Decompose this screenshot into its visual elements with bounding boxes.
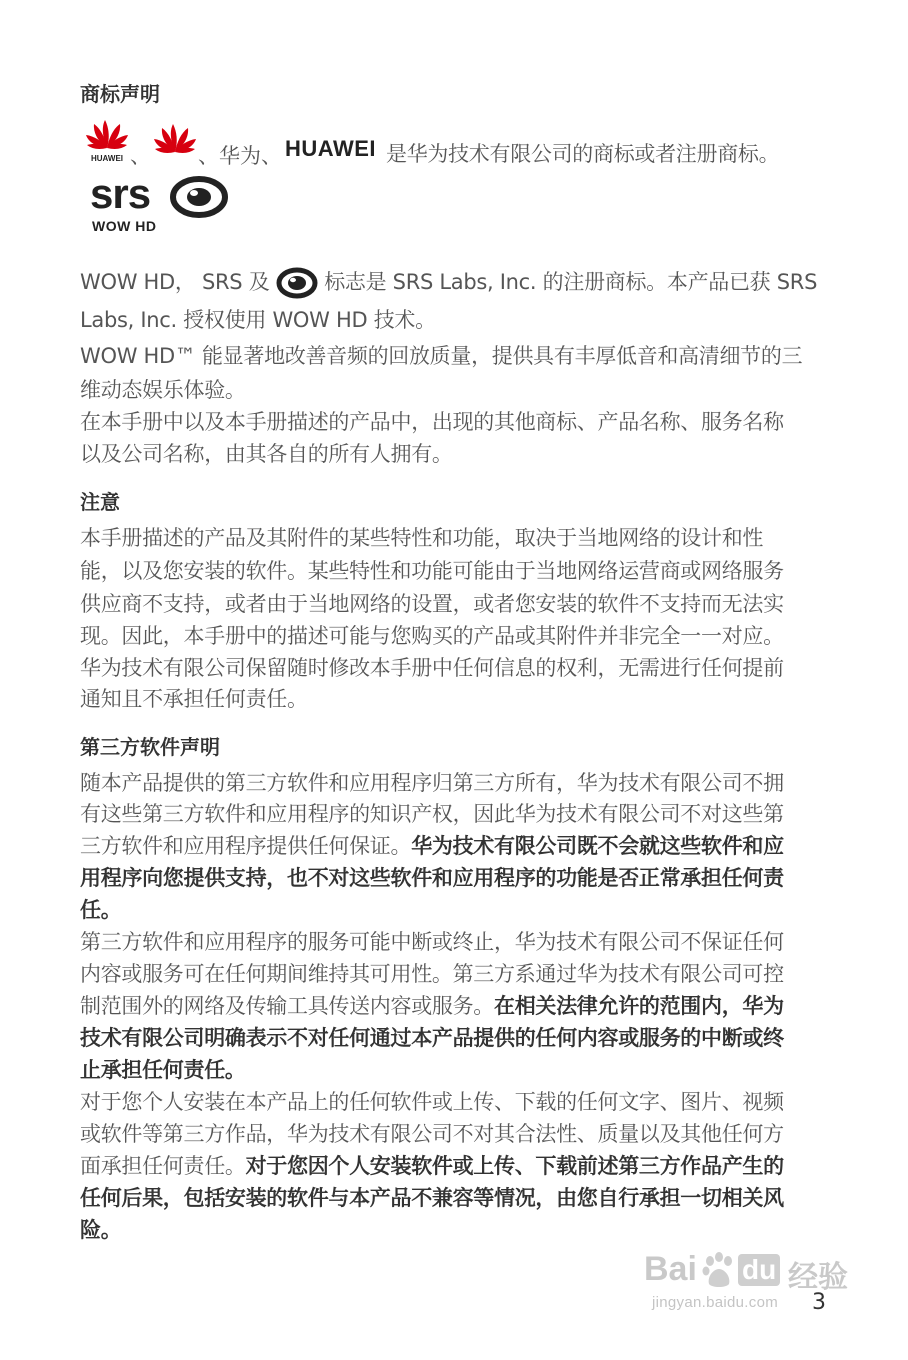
- third-party-line: 对于您个人安装在本产品上的任何软件或上传、下载的任何文字、图片、视频: [80, 1090, 784, 1114]
- notice-line: 现。因此，本手册中的描述可能与您购买的产品或其附件并非完全一一对应。: [80, 624, 784, 648]
- third-party-line: 第三方软件和应用程序的服务可能中断或终止，华为技术有限公司不保证任何: [80, 930, 784, 954]
- trademark-paragraph-2: 维动态娱乐体验。: [80, 378, 246, 402]
- huawei-wordmark: HUAWEI: [285, 136, 376, 161]
- third-party-bold-line: 技术有限公司明确表示不对任何通过本产品提供的任何内容或服务的中断或终: [80, 1026, 784, 1050]
- third-party-line: 制范围外的网络及传输工具传送内容或服务。在相关法律允许的范围内，华为: [80, 994, 784, 1018]
- paw-icon: [702, 1252, 736, 1288]
- trademark-paragraph-3: 在本手册中以及本手册描述的产品中，出现的其他商标、产品名称、服务名称: [80, 410, 784, 434]
- notice-line: 华为技术有限公司保留随时修改本手册中任何信息的权利，无需进行任何提前: [80, 656, 784, 680]
- watermark-bai: Bai: [644, 1250, 697, 1288]
- srs-circle-icon: [170, 176, 228, 218]
- third-party-bold-line: 用程序向您提供支持，也不对这些软件和应用程序的功能是否正常承担任何责: [80, 866, 784, 890]
- watermark-du: du: [738, 1254, 780, 1286]
- third-party-line: 内容或服务可在任何期间维持其可用性。第三方系通过华为技术有限公司可控: [80, 962, 784, 986]
- trademark-paragraph-3: 以及公司名称，由其各自的所有人拥有。: [80, 442, 453, 466]
- notice-line: 本手册描述的产品及其附件的某些特性和功能，取决于当地网络的设计和性: [80, 526, 764, 550]
- notice-line: 通知且不承担任何责任。: [80, 687, 308, 711]
- third-party-bold-line: 任何后果，包括安装的软件与本产品不兼容等情况，由您自行承担一切相关风: [80, 1186, 784, 1210]
- third-party-bold-line: 任。: [80, 898, 122, 922]
- third-party-heading: 第三方软件声明: [80, 735, 220, 759]
- trademark-paragraph-1: WOW HD， SRS 及 标志是 SRS Labs, Inc. 的注册商标。本产品已获 SRS: [80, 266, 817, 299]
- notice-line: 能，以及您安装的软件。某些特性和功能可能由于当地网络运营商或网络服务: [80, 559, 784, 583]
- trademark-heading: 商标声明: [80, 82, 160, 106]
- third-party-line: 随本产品提供的第三方软件和应用程序归第三方所有，华为技术有限公司不拥: [80, 771, 784, 795]
- logo-row: [80, 118, 840, 168]
- baidu-jingyan-watermark: [640, 1250, 860, 1330]
- watermark-url: jingyan.baidu.com: [652, 1294, 779, 1311]
- wowhd-logo-text: WOW HD: [92, 218, 157, 234]
- third-party-line: 或软件等第三方作品，华为技术有限公司不对其合法性、质量以及其他任何方: [80, 1122, 784, 1146]
- trademark-paragraph-2: WOW HD™ 能显著地改善音频的回放质量，提供具有丰厚低音和高清细节的三: [80, 344, 803, 368]
- third-party-bold-line: 止承担任何责任。: [80, 1058, 246, 1082]
- separator: 、: [130, 144, 151, 168]
- page-number: 3: [812, 1290, 826, 1315]
- third-party-line: 有这些第三方软件和应用程序的知识产权，因此华为技术有限公司不对这些第: [80, 802, 784, 826]
- huawei-flower-icon: [152, 122, 198, 160]
- srs-logo-text: srs: [90, 170, 151, 217]
- watermark-jingyan: 经验: [788, 1261, 848, 1294]
- huawei-flower-logo-icon: [84, 118, 132, 164]
- third-party-line: 三方软件和应用程序提供任何保证。华为技术有限公司既不会就这些软件和应: [80, 834, 784, 858]
- separator-huawei: 、华为、: [198, 144, 282, 168]
- third-party-bold-line: 险。: [80, 1218, 122, 1242]
- svg-text:HUAWEI: HUAWEI: [91, 154, 123, 163]
- trademark-statement: 是华为技术有限公司的商标或者注册商标。: [386, 142, 780, 166]
- srs-symbol-icon: [276, 267, 318, 299]
- srs-wowhd-logo: [90, 170, 240, 238]
- third-party-line: 面承担任何责任。对于您因个人安装软件或上传、下载前述第三方作品产生的: [80, 1154, 784, 1178]
- notice-heading: 注意: [80, 490, 120, 514]
- notice-line: 供应商不支持，或者由于当地网络的设置，或者您安装的软件不支持而无法实: [80, 592, 784, 616]
- trademark-paragraph-1-cont: Labs, Inc. 授权使用 WOW HD 技术。: [80, 308, 436, 332]
